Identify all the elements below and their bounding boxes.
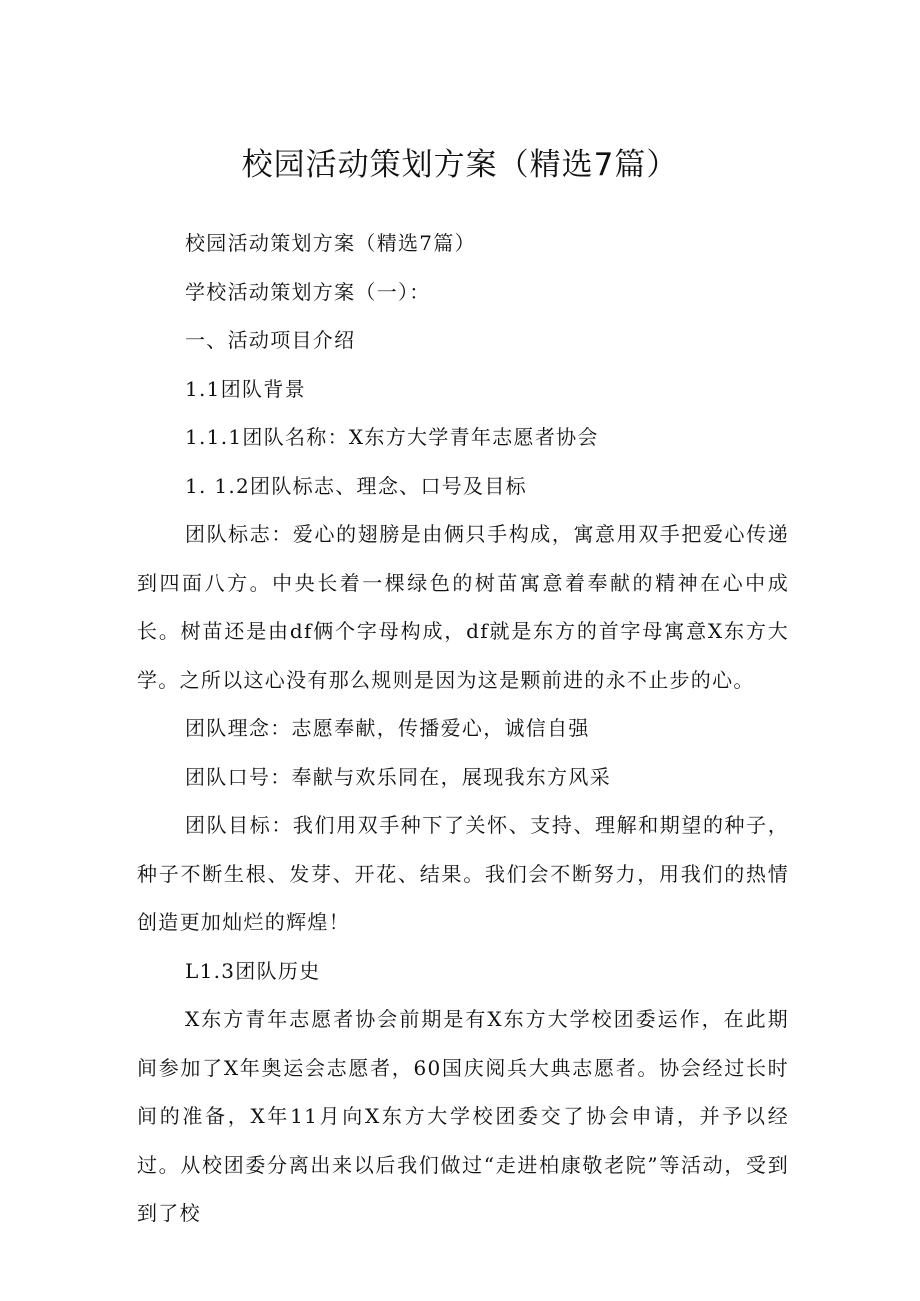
paragraph-heading-history: L1.3团队历史 (185, 958, 321, 983)
paragraph-team-slogan: 团队口号：奉献与欢乐同在，展现我东方风采 (185, 764, 611, 789)
paragraph-subtitle: 校园活动策划方案（精选7篇） (185, 231, 476, 255)
paragraph-team-history: X东方青年志愿者协会前期是有X东方大学校团委运作，在此期间参加了X年奥运会志愿者，60国庆阅兵大典志愿者。协会经过长时间的准备，X年11月向X东方大学校团委交了协会申请，并予以经过。从校团委分离出来以后我们做过“走进柏康敬老院”等活动，受到到了校 (137, 1007, 789, 1225)
paragraph-team-goal: 团队目标：我们用双手种下了关怀、支持、理解和期望的种子，种子不断生根、发芽、开花、结果。我们会不断努力，用我们的热情创造更加灿烂的辉煌！ (137, 813, 789, 934)
paragraph-team-name: 1.1.1团队名称：X东方大学青年志愿者协会 (185, 425, 599, 449)
document-title: 校园活动策划方案（精选7篇） (241, 147, 679, 183)
paragraph-heading-1-1-2: 1. 1.2团队标志、理念、口号及目标 (185, 473, 527, 498)
paragraph-section-heading: 学校活动策划方案（一）： (185, 279, 431, 304)
document-body (137, 219, 789, 1238)
paragraph-team-concept: 团队理念：志愿奉献，传播爱心，诚信自强 (185, 716, 590, 740)
paragraph-team-logo: 团队标志：爱心的翅膀是由俩只手构成，寓意用双手把爱心传递到四面八方。中央长着一棵绿色的树苗寓意着奉献的精神在心中成长。树苗还是由df俩个字母构成，df就是东方的首字母寓意X东方大学。之所以这心没有那么规则是因为这是颗前进的永不止步的心。 (137, 522, 789, 692)
paragraph-heading-intro: 一、活动项目介绍 (185, 328, 356, 352)
paragraph-heading-1-1: 1.1团队背景 (185, 376, 306, 401)
